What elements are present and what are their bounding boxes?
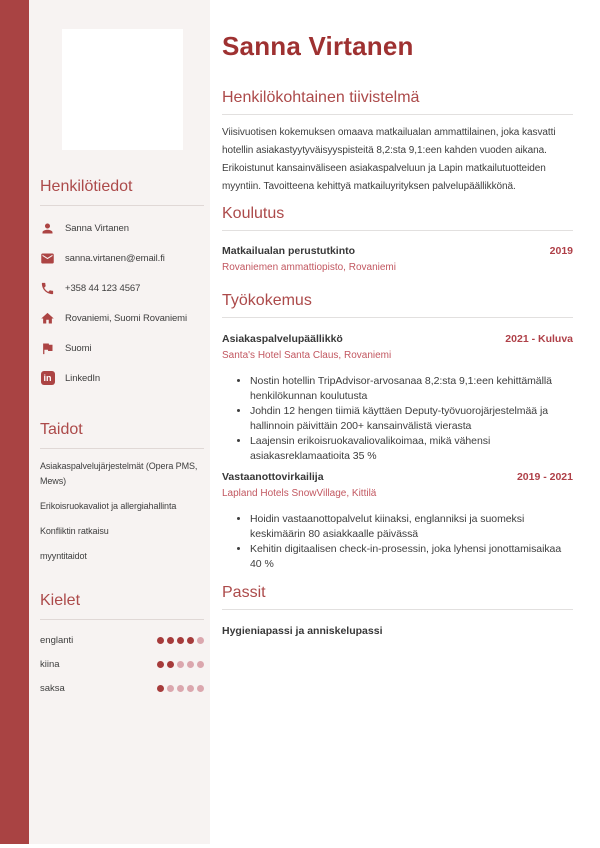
contact-heading: Henkilötiedot: [40, 177, 204, 206]
experience-heading: Työkokemus: [222, 291, 573, 318]
school-name: Rovaniemen ammattiopisto, Rovaniemi: [222, 262, 396, 273]
job-bullet: • Hoidin vastaanottopalvelut kiinaksi, englanniksi ja suomeksi keskimäärin 80 asiakkaalle päivässä: [250, 512, 573, 542]
job-bullet: • Nostin hotellin TripAdvisor-arvosanaa 8,2:sta 9,1:een kehittämällä henkilökunnan koulutusta: [250, 374, 573, 404]
passes-heading: Passit: [222, 583, 573, 610]
contact-item-linkedin: [40, 363, 204, 393]
linkedin-icon: in: [40, 371, 55, 386]
job-date: 2021 - Kuluva: [505, 333, 573, 345]
home-icon: [40, 311, 55, 326]
languages-list: [40, 628, 204, 700]
job-title: Asiakaspalvelupäällikkö: [222, 333, 343, 345]
job-bullet: • Johdin 12 hengen tiimiä käyttäen Deputy-työvuorojärjestelmää ja hallinnoin päivittäin 200+ kansainvälistä vierasta: [250, 404, 573, 434]
education-entry-row: [222, 244, 573, 258]
contact-text: +358 44 123 4567: [65, 282, 141, 294]
passes-text: Hygieniapassi ja anniskelupassi: [222, 625, 383, 637]
experience-entry: [222, 332, 573, 464]
language-name: englanti: [40, 634, 74, 646]
level-dot-empty: [187, 685, 194, 692]
contact-item-phone: [40, 273, 204, 303]
level-dot-filled: [167, 661, 174, 668]
flag-icon: [40, 341, 55, 356]
skill-item: Konfliktin ratkaisu: [40, 526, 109, 536]
language-level-dots: [157, 685, 204, 692]
level-dot-filled: [167, 637, 174, 644]
level-dot-empty: [197, 637, 204, 644]
skills-heading: Taidot: [40, 420, 204, 449]
skill-item: myyntitaidot: [40, 551, 87, 561]
education-date: 2019: [549, 245, 573, 257]
language-row: [40, 628, 204, 652]
mail-icon: [40, 251, 55, 266]
phone-icon: [40, 281, 55, 296]
contact-item-email: [40, 243, 204, 273]
level-dot-empty: [187, 661, 194, 668]
level-dot-filled: [157, 685, 164, 692]
level-dot-filled: [157, 661, 164, 668]
level-dot-empty: [167, 685, 174, 692]
user-icon: [40, 221, 55, 236]
experience-entry: [222, 470, 573, 572]
education-entry: [222, 244, 573, 274]
company-name: Lapland Hotels SnowVillage, Kittilä: [222, 488, 377, 499]
sidebar: [0, 0, 210, 844]
contact-item-name: [40, 213, 204, 243]
contact-item-location: [40, 303, 204, 333]
job-bullet-list: [222, 512, 573, 572]
job-date: 2019 - 2021: [516, 471, 573, 483]
summary-heading: Henkilökohtainen tiivistelmä: [222, 88, 573, 115]
company-name: Santa's Hotel Santa Claus, Rovaniemi: [222, 350, 392, 361]
level-dot-empty: [177, 685, 184, 692]
skills-list: [40, 459, 204, 564]
contact-text: sanna.virtanen@email.fi: [65, 252, 165, 264]
level-dot-filled: [187, 637, 194, 644]
accent-bar: [0, 0, 29, 844]
sidebar-content: [29, 0, 210, 844]
contact-text: Rovaniemi, Suomi Rovaniemi: [65, 312, 188, 324]
summary-text: Viisivuotisen kokemuksen omaava matkailualan ammattilainen, joka kasvatti hotellin asiakastyytyväisyyspisteitä 8,2:sta 9,1:een kahden vuoden aikana. Erikoistunut kansainväliseen asiakaspalveluun ja Lapin matkailutuotteiden myyntiin. Tavoitteena kehittyä matkailuyrityksen palvelupäällikkönä.: [222, 127, 556, 192]
profile-photo-placeholder: [62, 29, 183, 150]
skill-item: Erikoisruokavaliot ja allergiahallinta: [40, 501, 177, 511]
education-heading: Koulutus: [222, 204, 573, 231]
languages-heading: Kielet: [40, 591, 204, 620]
job-bullet: • Laajensin erikoisruokavaliovalikoimaa, mikä vähensi asiakasreklamaatioita 35 %: [250, 434, 573, 464]
level-dot-empty: [177, 661, 184, 668]
level-dot-empty: [197, 661, 204, 668]
experience-entry-row: [222, 332, 573, 346]
language-name: saksa: [40, 682, 65, 694]
contact-text: Sanna Virtanen: [65, 222, 129, 234]
language-level-dots: [157, 637, 204, 644]
page-title: Sanna Virtanen: [222, 31, 414, 61]
language-level-dots: [157, 661, 204, 668]
level-dot-filled: [177, 637, 184, 644]
contact-text: Suomi: [65, 342, 92, 354]
job-bullet-list: [222, 374, 573, 464]
contact-item-nationality: [40, 333, 204, 363]
degree-title: Matkailualan perustutkinto: [222, 245, 356, 257]
language-row: [40, 676, 204, 700]
language-name: kiina: [40, 658, 60, 670]
experience-entry-row: [222, 470, 573, 484]
main-column: [210, 0, 600, 848]
skill-item: Asiakaspalvelujärjestelmät (Opera PMS, Mews): [40, 461, 198, 486]
language-row: [40, 652, 204, 676]
level-dot-empty: [197, 685, 204, 692]
contact-list: [40, 213, 204, 393]
job-bullet: • Kehitin digitaalisen check-in-prosessin, joka lyhensi jonottamisaikaa 40 %: [250, 542, 573, 572]
contact-text: LinkedIn: [65, 372, 101, 384]
level-dot-filled: [157, 637, 164, 644]
job-title: Vastaanottovirkailija: [222, 471, 324, 483]
